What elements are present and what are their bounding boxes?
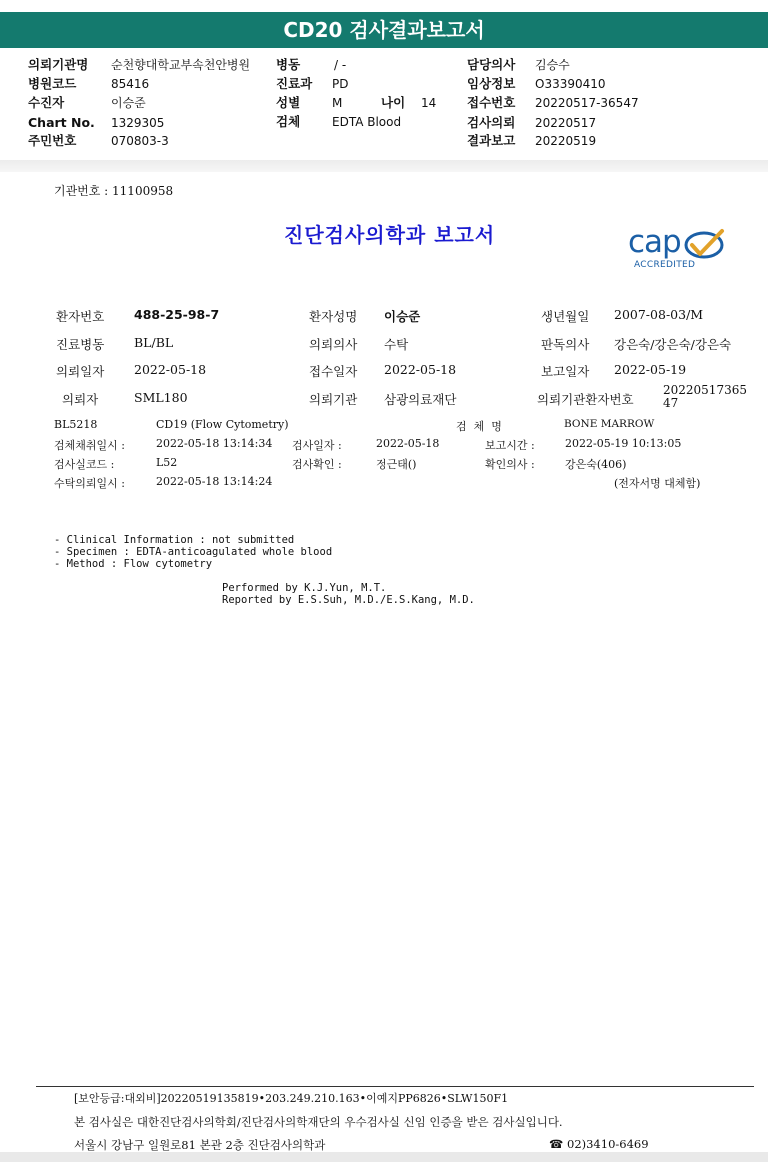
reading-doctor-label: 판독의사: [541, 337, 590, 352]
hospital-label: 의뢰기관명: [28, 57, 89, 72]
chart-value: 1329305: [111, 116, 165, 130]
document-heading: 진단검사의학과 보고서: [284, 223, 496, 247]
reading-doctor-value: 강은숙/강은숙/강은숙: [614, 337, 732, 352]
dept-label: 진료과: [276, 76, 313, 91]
request-value: 20220517: [535, 116, 597, 130]
cap-accredited-logo: [626, 224, 726, 274]
test-date-label: 검사일자 :: [292, 439, 342, 452]
test-code: BL5218: [54, 418, 98, 431]
checkmark-icon: [682, 228, 728, 262]
lab-code-label: 검사실코드 :: [54, 458, 115, 471]
requester-label: 의뢰자: [62, 392, 99, 407]
test-date-value: 2022-05-18: [376, 437, 440, 450]
hospital-value: 순천향대학교부속천안병원: [111, 58, 251, 72]
chart-label: Chart No.: [28, 115, 95, 130]
bottom-band: [0, 1152, 768, 1162]
performed-by: Performed by K.J.Yun, M.T.: [222, 582, 387, 594]
patient-label: 수진자: [28, 95, 65, 110]
req-doctor-label: 의뢰의사: [309, 337, 358, 352]
specimen-label: 검체: [276, 114, 301, 129]
age-label: 나이: [381, 95, 406, 110]
report-title-bar: [0, 12, 768, 48]
req-institution-label: 의뢰기관: [309, 392, 358, 407]
req-date-label: 의뢰일자: [56, 364, 105, 379]
report-document: [0, 172, 768, 1162]
test-confirm-value: 정근태(): [376, 458, 417, 471]
receipt-date-label: 접수일자: [309, 364, 358, 379]
note-method: - Method : Flow cytometry: [54, 558, 213, 570]
footer-divider: [36, 1086, 754, 1087]
specimen-value: EDTA Blood: [332, 115, 402, 129]
req-institution-value: 삼광의료재단: [384, 392, 457, 407]
req-date-value: 2022-05-18: [134, 362, 207, 377]
patient-no-label: 환자번호: [56, 309, 105, 324]
dept-value: PD: [332, 77, 349, 91]
ward-doc-label: 진료병동: [56, 337, 105, 352]
cap-logo-accredited: ACCREDITED: [634, 260, 696, 270]
report-time-label: 보고시간 :: [485, 439, 535, 452]
doctor-value: 김승수: [535, 58, 570, 72]
hosp-code-value: 85416: [111, 77, 150, 91]
collect-label: 검체채취일시 :: [54, 439, 125, 452]
lab-phone: 02)3410-6469: [567, 1137, 649, 1151]
req-doctor-value: 수탁: [384, 337, 409, 352]
rrn-label: 주민번호: [28, 133, 77, 148]
clinical-value: O33390410: [535, 77, 606, 91]
ward-value: / -: [334, 58, 347, 72]
lab-address: 서울시 강남구 일원로81 본관 2층 진단검사의학과: [74, 1138, 326, 1152]
clinical-label: 임상정보: [467, 76, 516, 91]
patient-name-value: 이승준: [384, 309, 421, 324]
rrn-value: 070803-3: [111, 134, 169, 148]
note-clinical: - Clinical Information : not submitted: [54, 534, 295, 546]
lab-code-value: L52: [156, 456, 178, 469]
test-confirm-label: 검사확인 :: [292, 458, 342, 471]
institution-number: 기관번호 : 11100958: [54, 184, 174, 198]
inst-patient-no-value: 2022051736547: [663, 383, 747, 410]
certification-note: 본 검사실은 대한진단검사의학회/진단검사의학재단의 우수검사실 신임 인증을 받은 검사실입니다.: [74, 1115, 563, 1129]
reported-by: Reported by E.S.Suh, M.D./E.S.Kang, M.D.: [222, 594, 475, 606]
report-label: 결과보고: [467, 133, 516, 148]
collect-value: 2022-05-18 13:14:34: [156, 437, 273, 450]
ward-label: 병동: [276, 57, 301, 72]
report-date-label: 보고일자: [541, 364, 590, 379]
header-divider: [0, 160, 768, 172]
patient-no-value: 488-25-98-7: [134, 307, 220, 322]
confirm-doctor-value: 강은숙(406): [565, 458, 627, 471]
inst-patient-no-label: 의뢰기관환자번호: [537, 392, 634, 407]
security-stamp: [보안등급:대외비]20220519135819•203.249.210.163•이예지PP6826•SLW150F1: [74, 1092, 509, 1105]
report-title: CD20 검사결과보고서: [283, 18, 485, 42]
birthdate-value: 2007-08-03/M: [614, 307, 704, 322]
confirm-doctor-label: 확인의사 :: [485, 458, 535, 471]
report-time-value: 2022-05-19 10:13:05: [565, 437, 682, 450]
consign-label: 수탁의뢰일시 :: [54, 477, 125, 490]
note-specimen: - Specimen : EDTA-anticoagulated whole blood: [54, 546, 333, 558]
requester-value: SML180: [134, 390, 188, 405]
doctor-label: 담당의사: [467, 57, 516, 72]
specimen-name-label: 검 체 명: [456, 420, 502, 433]
test-name: CD19 (Flow Cytometry): [156, 418, 289, 431]
birthdate-label: 생년월일: [541, 309, 590, 324]
sex-label: 성별: [276, 95, 301, 110]
sex-value: M: [332, 96, 343, 110]
cap-logo-word: cap: [628, 224, 681, 260]
consign-value: 2022-05-18 13:14:24: [156, 475, 273, 488]
phone-icon: ☎: [549, 1137, 564, 1151]
age-value: 14: [421, 96, 437, 110]
request-label: 검사의뢰: [467, 115, 516, 130]
e-signature-note: (전자서명 대체함): [614, 477, 701, 490]
report-date-value: 2022-05-19: [614, 362, 687, 377]
patient-value: 이승준: [111, 96, 146, 110]
ward-doc-value: BL/BL: [134, 335, 174, 350]
patient-name-label: 환자성명: [309, 309, 358, 324]
report-value: 20220519: [535, 134, 597, 148]
summary-header: [0, 52, 768, 170]
receipt-value: 20220517-36547: [535, 96, 639, 110]
receipt-date-value: 2022-05-18: [384, 362, 457, 377]
hosp-code-label: 병원코드: [28, 76, 77, 91]
receipt-label: 접수번호: [467, 95, 516, 110]
specimen-name-value: BONE MARROW: [564, 418, 655, 430]
